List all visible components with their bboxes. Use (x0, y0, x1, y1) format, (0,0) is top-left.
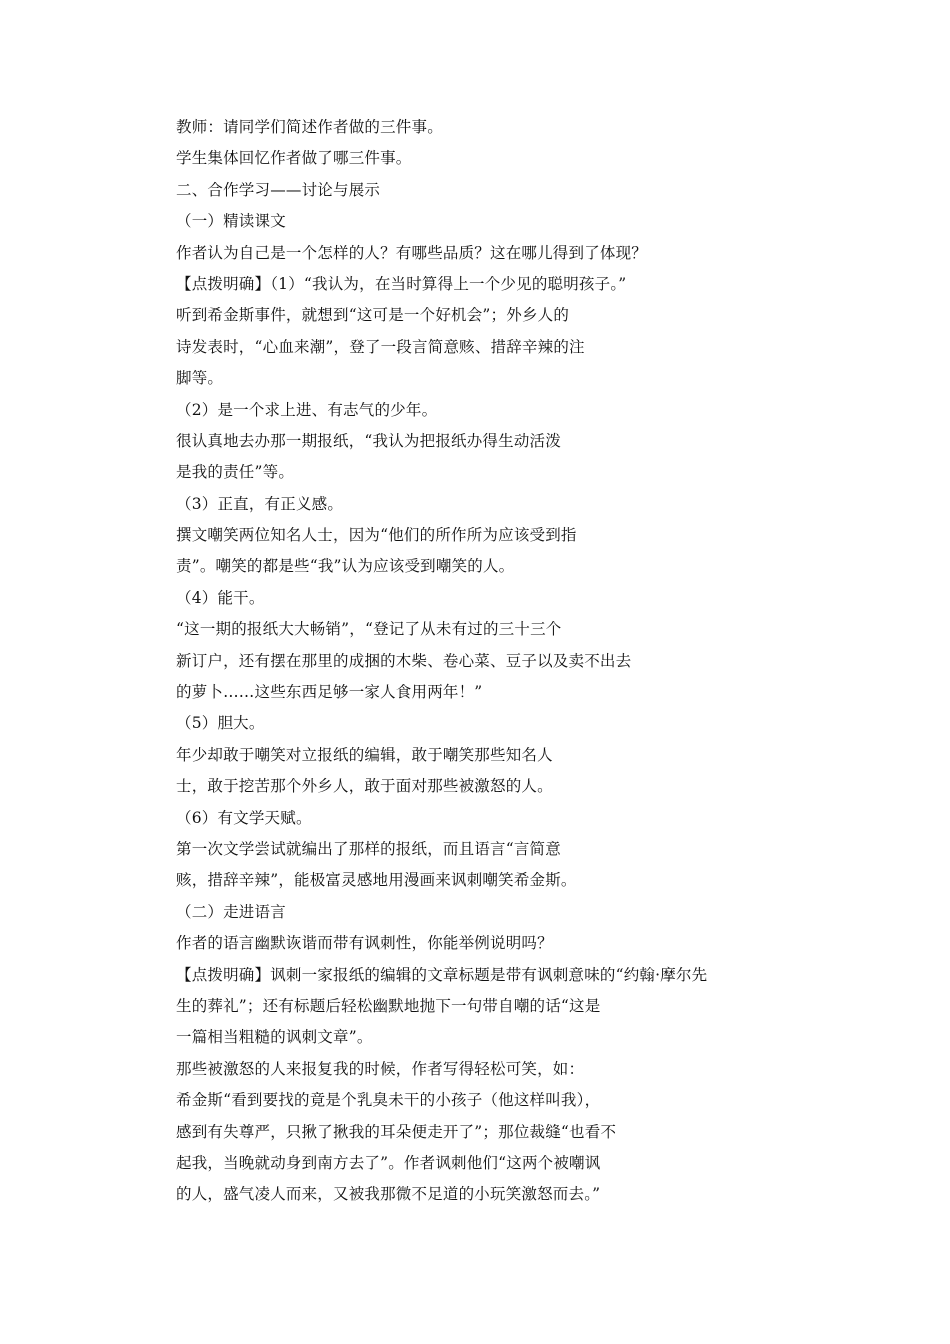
text-line: 那些被激怒的人来报复我的时候，作者写得轻松可笑，如： (176, 1059, 585, 1078)
text-line: 诗发表时，“心血来潮”，登了一段言简意赅、措辞辛辣的注 (176, 337, 585, 356)
text-line: 感到有失尊严，只揪了揪我的耳朵便走开了”；那位裁缝“也看不 (176, 1122, 617, 1141)
question-line: 作者认为自己是一个怎样的人？有哪些品质？这在哪儿得到了体现？ (176, 243, 648, 262)
text-line: 士，敢于挖苦那个外乡人，敢于面对那些被激怒的人。 (176, 777, 553, 796)
text-line: 很认真地去办那一期报纸，“我认为把报纸办得生动活泼 (176, 431, 561, 450)
text-line: 责”。嘲笑的都是些“我”认为应该受到嘲笑的人。 (176, 557, 515, 576)
point-heading: （5）胆大。 (176, 714, 265, 733)
subsection-heading: （一）精读课文 (176, 212, 286, 231)
text-line: 年少却敢于嘲笑对立报纸的编辑，敢于嘲笑那些知名人 (176, 745, 553, 764)
question-line: 作者的语言幽默诙谐而带有讽刺性，你能举例说明吗？ (176, 934, 553, 953)
text-line: 的萝卜……这些东西足够一家人食用两年！” (176, 683, 483, 702)
text-line: 新订户，还有摆在那里的成捆的木柴、卷心菜、豆子以及卖不出去 (176, 651, 632, 670)
text-line: 的人，盛气凌人而来，又被我那微不足道的小玩笑激怒而去。” (176, 1185, 601, 1204)
section-heading: 二、合作学习——讨论与展示 (176, 180, 381, 199)
text-line: 希金斯“看到要找的竟是个乳臭未干的小孩子（他这样叫我）， (176, 1091, 601, 1110)
text-line: 学生集体回忆作者做了哪三件事。 (176, 149, 412, 168)
text-line: 听到希金斯事件，就想到“这可是一个好机会”；外乡人的 (176, 306, 570, 325)
text-line: 脚等。 (176, 369, 224, 388)
text-line: “这一期的报纸大大畅销”，“登记了从未有过的三十三个 (176, 620, 562, 639)
subsection-heading: （二）走进语言 (176, 902, 286, 921)
document-body (176, 112, 816, 1211)
text-line: 撰文嘲笑两位知名人士，因为“他们的所作所为应该受到指 (176, 526, 577, 545)
text-line: 赅，措辞辛辣”，能极富灵感地用漫画来讽刺嘲笑希金斯。 (176, 871, 577, 890)
answer-line: 【点拨明确】（1）“我认为，在当时算得上一个少见的聪明孩子。” (176, 274, 627, 293)
text-line: 一篇相当粗糙的讽刺文章”。 (176, 1028, 373, 1047)
text-line: 教师：请同学们简述作者做的三件事。 (176, 118, 443, 136)
text-line: 生的葬礼”；还有标题后轻松幽默地抛下一句带自嘲的话“这是 (176, 996, 601, 1015)
point-heading: （4）能干。 (176, 588, 265, 607)
text-line: 起我，当晚就动身到南方去了”。作者讽刺他们“这两个被嘲讽 (176, 1153, 601, 1172)
point-heading: （3）正直，有正义感。 (176, 494, 344, 513)
answer-line: 【点拨明确】讽刺一家报纸的编辑的文章标题是带有讽刺意味的“约翰·摩尔先 (176, 965, 708, 984)
point-heading: （6）有文学天赋。 (176, 808, 312, 827)
text-line: 是我的责任”等。 (176, 463, 295, 482)
point-heading: （2）是一个求上进、有志气的少年。 (176, 400, 438, 419)
text-line: 第一次文学尝试就编出了那样的报纸，而且语言“言简意 (176, 839, 561, 858)
